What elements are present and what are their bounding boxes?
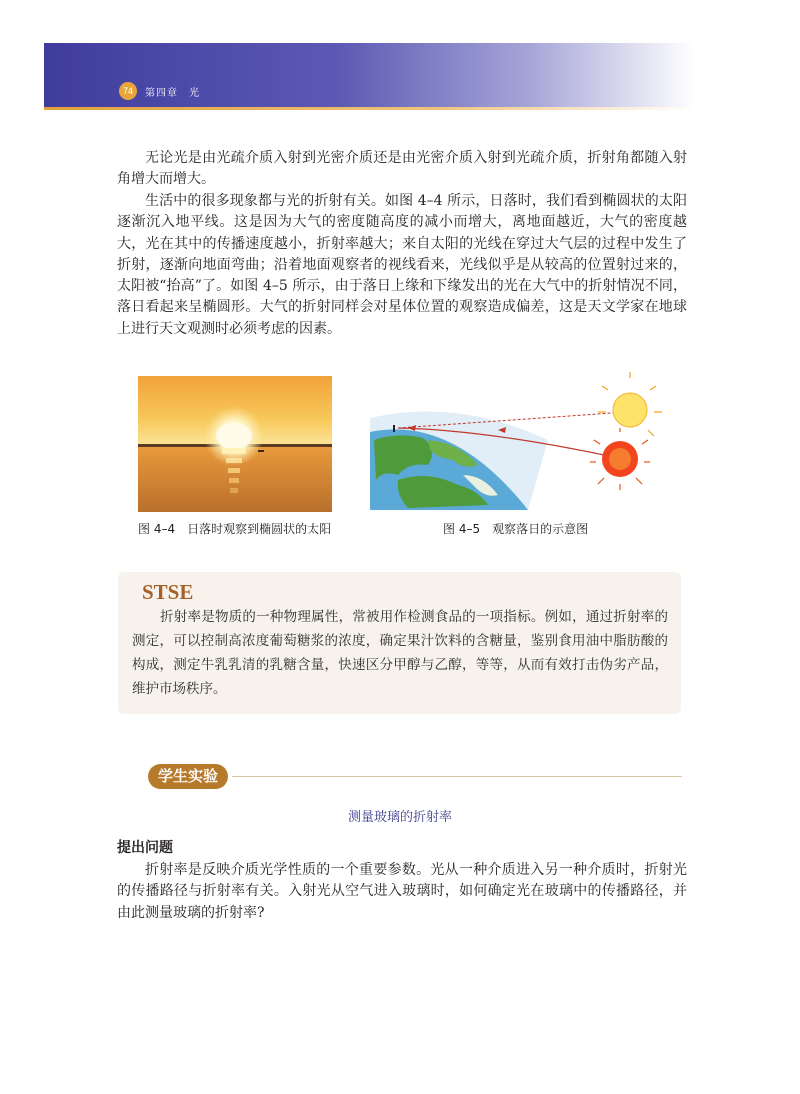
chapter-title: 第四章 光 <box>145 88 200 99</box>
experiment-divider <box>232 776 682 777</box>
figure-4-4-caption: 图 4–4 日落时观察到椭圆状的太阳 <box>138 522 332 536</box>
stse-text: 折射率是物质的一种物理属性，常被用作检测食品的一项指标。例如，通过折射率的测定，可以控制高浓度葡萄糖浆的浓度，确定果汁饮料的含糖量，鉴别食用油中脂肪酸的构成，测定牛乳乳清的乳糖含量，快速区分甲醇与乙醇，等等，从而有效打击伪劣产品，维护市场秩序。 <box>132 609 668 697</box>
header-rule <box>44 107 694 110</box>
stse-title: STSE <box>142 580 194 604</box>
sunset-photo <box>138 376 332 512</box>
paragraph-1: 无论光是由光疏介质入射到光密介质还是由光密介质入射到光疏介质，折射角都随入射角增大而增大。 <box>117 150 687 188</box>
experiment-paragraph: 折射率是反映介质光学性质的一个重要参数。光从一种介质进入另一种介质时，折射光的传播路径与折射率有关。入射光从空气进入玻璃时，如何确定光在玻璃中的传播路径，并由此测量玻璃的折射率? <box>117 862 687 921</box>
student-experiment-badge: 学生实验 <box>148 764 228 789</box>
experiment-title: 测量玻璃的折射率 <box>347 810 452 825</box>
sunset-refraction-diagram <box>368 370 668 520</box>
header-band <box>44 43 694 107</box>
paragraph-2: 生活中的很多现象都与光的折射有关。如图 4–4 所示，日落时，我们看到椭圆状的太阳逐渐沉入地平线。这是因为大气的密度随高度的减小而增大，离地面越近，大气的密度越大，光在其中的传播速度越小，折射率越大；来自太阳的光线在穿过大气层的过程中发生了折射，逐渐向地面弯曲；沿着地面观察者的视线看来，光线似乎是从较高的位置射过来的，太阳被“抬高”了。如图 4–5 所示，由于落日上缘和下缘发出的光在大气中的折射情况不同，落日看起来呈椭圆形。大气的折射同样会对星体位置的观察造成偏差，这是天文学家在地球上进行天文观测时必须考虑的因素。 <box>117 193 687 337</box>
figure-4-5-caption: 图 4–5 观察落日的示意图 <box>443 522 589 536</box>
experiment-sub-heading: 提出问题 <box>117 840 173 856</box>
page-number: 74 <box>119 82 137 100</box>
